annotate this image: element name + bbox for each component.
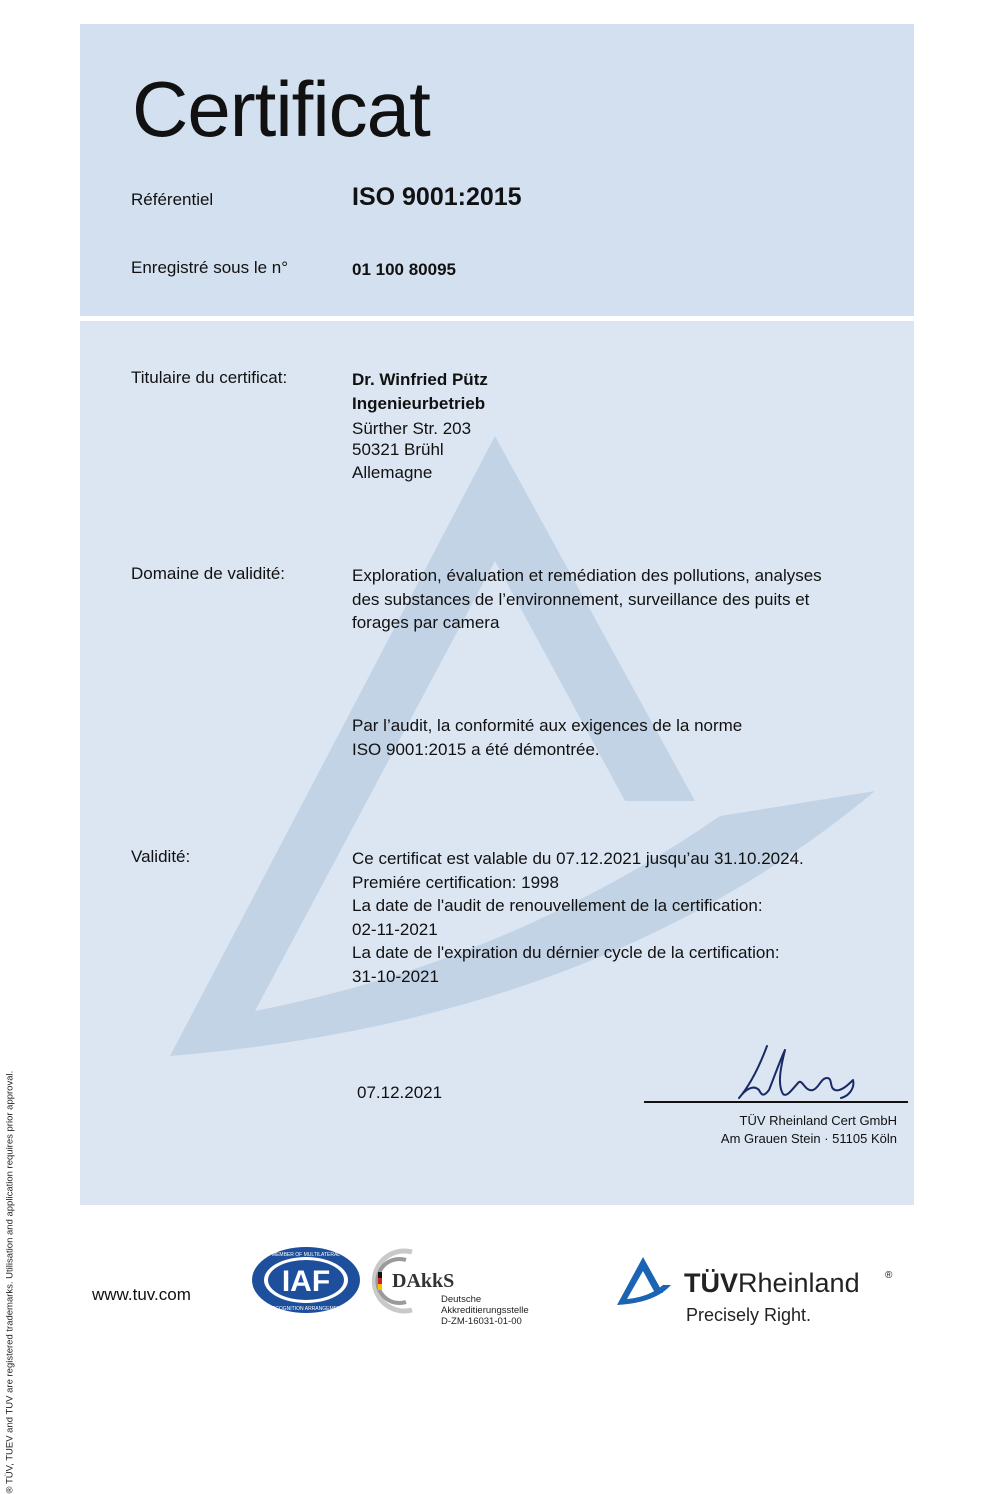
validity-line: La date de l'expiration du dérnier cycle de la certification: xyxy=(352,943,780,962)
conformity-line: ISO 9001:2015 a été démontrée. xyxy=(352,739,600,759)
dakks-title: DAkkS xyxy=(392,1270,455,1292)
trademark-note: ® TÜV, TUEV and TUV are registered trademarks. Utilisation and application requires prior approval. xyxy=(4,1070,16,1494)
validity-line: 02-11-2021 xyxy=(352,919,438,939)
signature-line xyxy=(644,1101,908,1103)
holder-block xyxy=(352,368,488,485)
scope-text xyxy=(352,564,822,635)
holder-name: Dr. Winfried Pütz xyxy=(352,370,488,389)
issuer-name: TÜV Rheinland Cert GmbH xyxy=(739,1113,897,1128)
svg-text:MEMBER OF MULTILATERAL: MEMBER OF MULTILATERAL xyxy=(271,1252,341,1258)
holder-city: 50321 Brühl xyxy=(352,439,444,459)
tuv-brand-regular: Rheinland xyxy=(738,1268,860,1298)
tuv-triangle-logo-icon xyxy=(615,1255,673,1307)
validity-text xyxy=(352,847,804,988)
scope-line: Exploration, évaluation et remédiation des pollutions, analyses xyxy=(352,566,822,585)
holder-country: Allemagne xyxy=(352,463,433,482)
scope-line: des substances de l’environnement, surveillance des puits et xyxy=(352,589,810,609)
validity-line: 31-10-2021 xyxy=(352,966,439,986)
dakks-line: Akkreditierungsstelle xyxy=(441,1305,529,1316)
svg-text:RECOGNITION ARRANGEMENT: RECOGNITION ARRANGEMENT xyxy=(268,1306,344,1312)
standard-label: Référentiel xyxy=(131,190,214,209)
scope-line: forages par camera xyxy=(352,613,500,632)
dakks-line: Deutsche xyxy=(441,1294,482,1305)
website-link[interactable]: www.tuv.com xyxy=(92,1285,191,1304)
validity-line: La date de l'audit de renouvellement de la certification: xyxy=(352,896,763,915)
tuv-brand-bold: TÜV xyxy=(684,1268,738,1298)
validity-line: Premiére certification: 1998 xyxy=(352,872,559,892)
validity-label: Validité: xyxy=(131,847,191,866)
tuv-brand-name xyxy=(684,1268,860,1299)
signature-icon xyxy=(725,1040,865,1105)
standard-value: ISO 9001:2015 xyxy=(352,183,522,211)
registration-number: 01 100 80095 xyxy=(352,260,456,279)
registered-mark: ® xyxy=(885,1270,893,1281)
holder-label: Titulaire du certificat: xyxy=(131,368,288,387)
conformity-line: Par l’audit, la conformité aux exigences de la norme xyxy=(352,716,743,735)
iaf-logo-text: IAF xyxy=(281,1265,331,1298)
scope-label: Domaine de validité: xyxy=(131,564,286,583)
conformity-statement xyxy=(352,714,742,761)
iaf-logo-icon xyxy=(250,1245,362,1315)
tuv-slogan: Precisely Right. xyxy=(686,1305,812,1325)
issue-date: 07.12.2021 xyxy=(357,1083,443,1102)
dakks-line: D-ZM-16031-01-00 xyxy=(441,1316,522,1327)
certificate-title: Certificat xyxy=(132,65,430,153)
registration-label: Enregistré sous le n° xyxy=(131,258,289,277)
holder-company: Ingenieurbetrieb xyxy=(352,393,486,413)
holder-street: Sürther Str. 203 xyxy=(352,419,472,438)
validity-line: Ce certificat est valable du 07.12.2021 jusqu’au 31.10.2024. xyxy=(352,849,804,868)
dakks-caption xyxy=(441,1294,529,1327)
issuer-address: Am Grauen Stein · 51105 Köln xyxy=(720,1131,897,1146)
